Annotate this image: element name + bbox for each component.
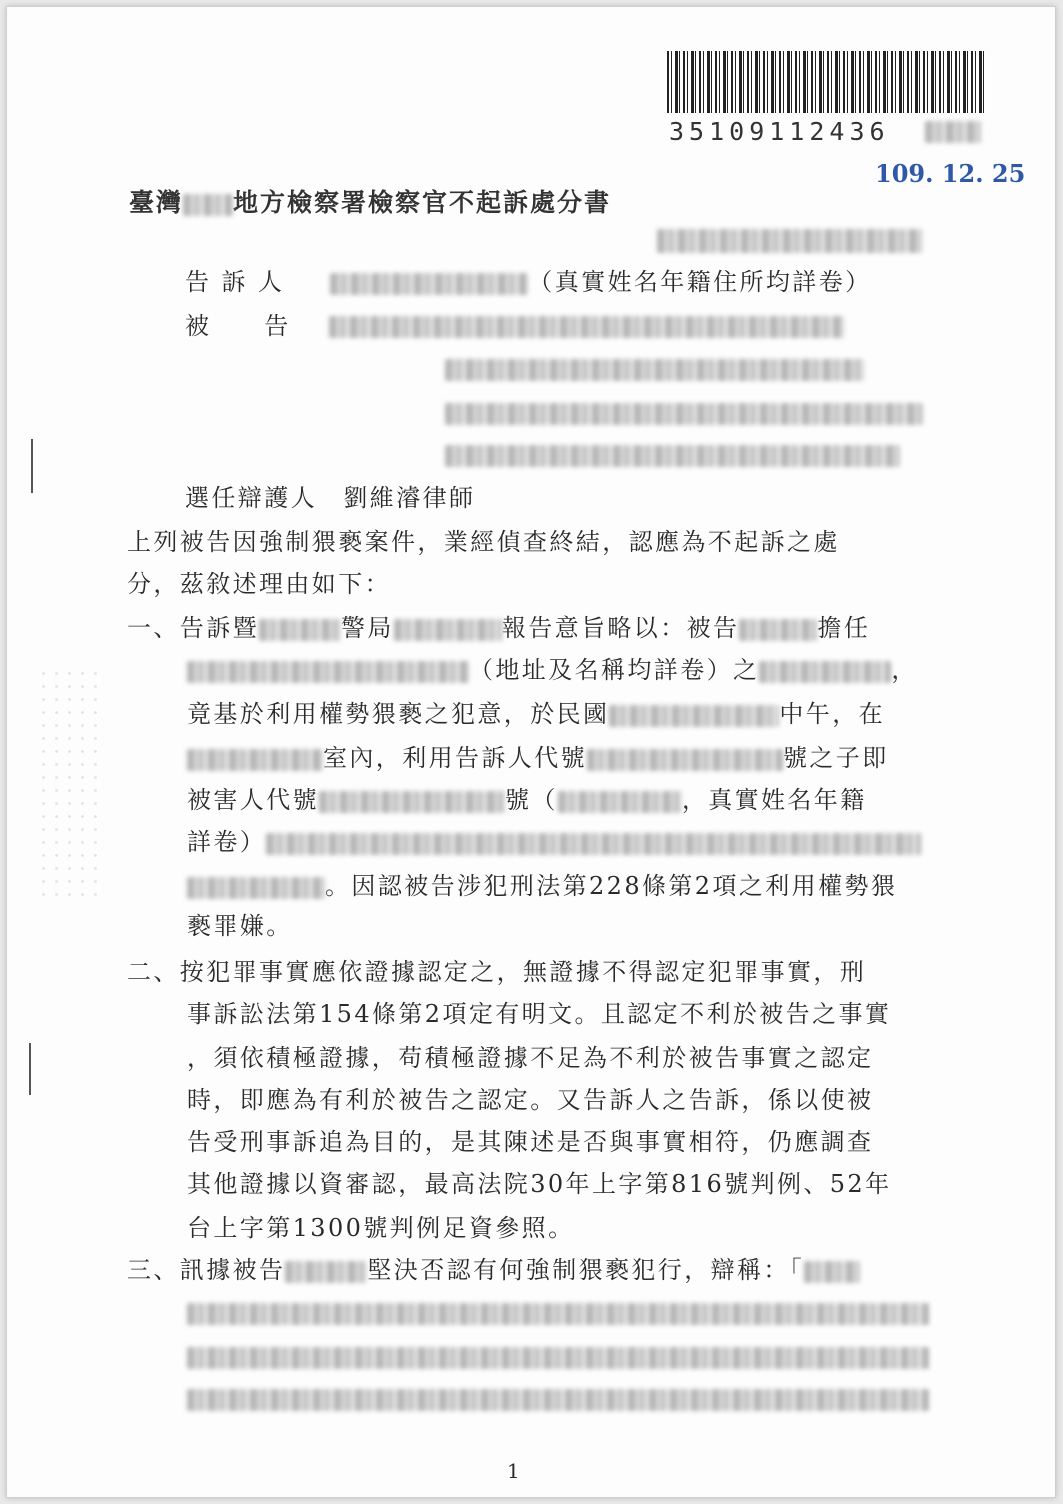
redacted-police-station [259,619,341,641]
redacted-complainant-code [330,273,528,295]
s1-text-c: 報告意旨略以：被告 [501,614,740,642]
section-2-line-3: ，須依積極證據，苟積極證據不足為不利於被告事實之認定 [187,1044,874,1072]
s1-text-d: 擔任 [817,614,871,642]
defendant-label: 被 告 [185,312,291,340]
redacted-defendant-address-2 [445,403,923,425]
redacted-victim-code [319,791,505,813]
s1-text-n: 詳卷） [187,828,267,856]
redacted-unit [394,619,502,641]
s1-text-m: ，真實姓名年籍 [681,786,867,814]
paper-texture [37,667,97,897]
redacted-statement-line-2 [187,1347,929,1369]
section-2-line-7: 台上字第1300號判例足資參照。 [187,1214,575,1242]
page-number: 1 [507,1459,520,1483]
redacted-statement-start [804,1261,860,1283]
s1-text-a: 一、告訴暨 [127,614,259,642]
redacted-defendant-name [739,619,817,641]
section-1-line-1 [127,613,870,643]
redacted-case-number [657,229,922,253]
binding-mark-top [31,439,33,493]
s1-text-l: 號（ [505,786,558,814]
section-1-line-5 [187,785,867,815]
s1-text-o: 。因認被告涉犯刑法第228條第2項之利用權勢猥 [325,872,898,900]
redacted-barcode-suffix [925,121,981,143]
section-2-line-4: 時，即應為有利於被告之認定。又告訴人之告訴，係以使被 [187,1086,874,1114]
s1-text-h: 中午，在 [779,700,886,728]
binding-mark-bottom [29,1043,31,1095]
section-2-line-1: 二、按犯罪事實應依證據認定之，無證據不得認定犯罪事實，刑 [127,958,867,986]
document-title [129,183,611,219]
s1-text-i: 室內，利用告訴人代號 [323,744,587,772]
title-suffix: 地方檢察署檢察官不起訴處分書 [233,188,612,217]
redacted-defendant-name-2 [285,1261,367,1283]
complainant-label: 告 訴 人 [185,268,285,296]
document-page [6,6,1056,1498]
redacted-incident-detail-1 [266,833,921,855]
section-1-line-7 [187,871,897,901]
redacted-district [183,194,233,216]
s1-text-f: ， [891,656,918,684]
barcode [667,51,987,113]
s3-text-b: 堅決否認有何強制猥褻犯行，辯稱：「 [367,1256,805,1284]
redacted-victim-birth [558,791,682,813]
section-2-line-2: 事訴訟法第154條第2項定有明文。且認定不利於被告之事實 [187,1000,892,1028]
section-3-line-1 [127,1255,860,1285]
s1-text-b: 警局 [341,614,394,642]
redacted-position [759,661,891,683]
date-stamp: 109. 12. 25 [875,159,1026,188]
title-prefix: 臺灣 [129,188,184,217]
section-2-line-6: 其他證據以資審認，最高法院30年上字第816號判例、52年 [187,1170,892,1198]
barcode-number: 35109112436 [669,117,890,146]
s1-text-k: 被害人代號 [187,786,319,814]
intro-line-1: 上列被告因強制猥褻案件，業經偵查終結，認應為不起訴之處 [127,528,840,556]
redacted-defendant-info [329,316,844,338]
section-2-line-5: 告受刑事訴追為目的，是其陳述是否與事實相符，仍應調查 [187,1128,874,1156]
redacted-incident-detail-2 [187,877,325,899]
redacted-statement-line-1 [187,1303,929,1325]
redacted-complainant-code-2 [587,749,783,771]
complainant-row [185,267,872,297]
section-1-line-6 [187,827,921,857]
s1-text-e: （地址及名稱均詳卷）之 [469,656,760,684]
section-1-line-8: 褻罪嫌。 [187,912,293,940]
complainant-note: （真實姓名年籍住所均詳卷） [528,268,872,296]
redacted-institution [187,661,469,683]
section-1-line-3 [187,699,885,729]
counsel: 選任辯護人 劉維濬律師 [185,484,476,512]
intro-line-2: 分，茲敘述理由如下： [127,570,391,598]
redacted-defendant-address-1 [445,359,865,381]
s1-text-j: 號之子即 [783,744,889,772]
redacted-date [609,705,779,727]
section-1-line-4 [187,743,889,773]
section-1-line-2 [187,655,918,685]
redacted-defendant-address-3 [445,445,900,467]
redacted-statement-line-3 [187,1389,929,1411]
s1-text-g: 竟基於利用權勢猥褻之犯意，於民國 [187,700,610,728]
s3-text-a: 三、訊據被告 [127,1256,286,1284]
redacted-location [187,749,323,771]
